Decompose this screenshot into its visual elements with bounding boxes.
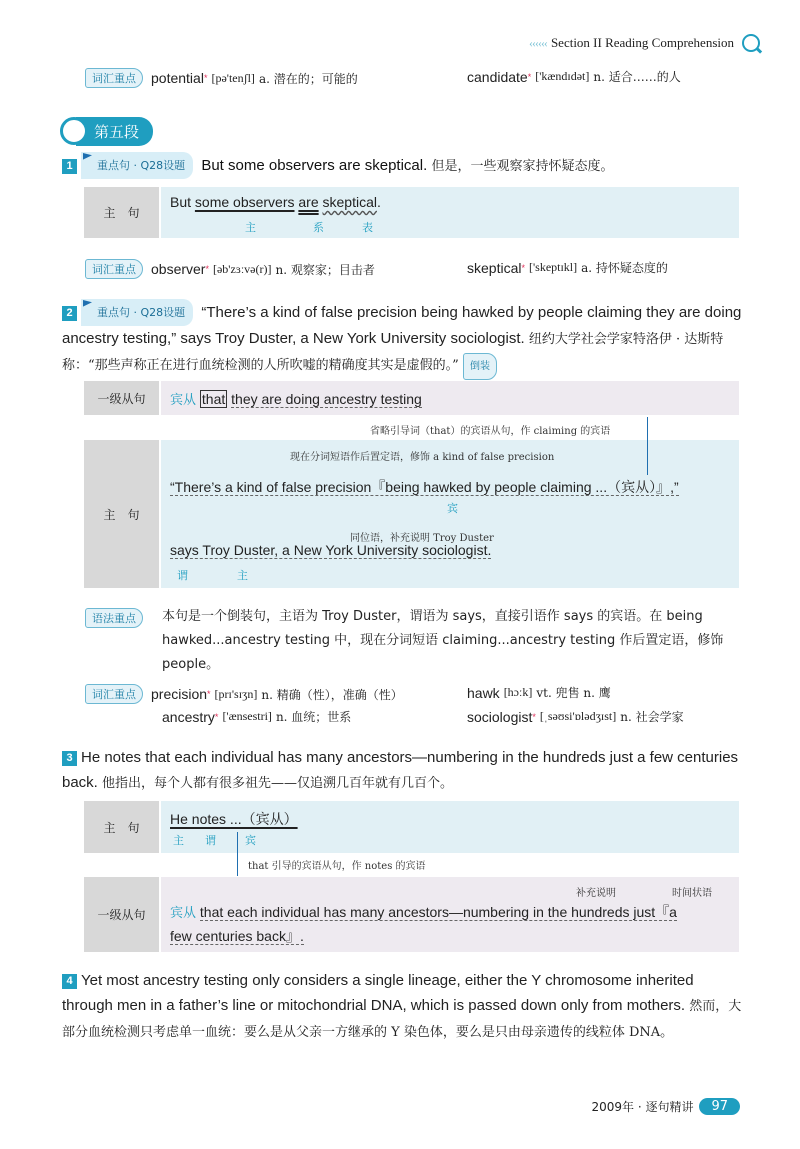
vocab-tag: 词汇重点 — [85, 68, 143, 88]
box-label-main-2: 主 句 — [84, 440, 159, 588]
sentence-zh: 纽约大学社会学家特洛伊 · 达斯特称：“那些声称正在进行血统检测的人所吹嘘的精确度其实是虚假的。” — [62, 332, 724, 373]
vocab-phonetic: [əb'zɜːvə(r)] — [212, 261, 272, 276]
sentence-en: Yet most ancestry testing only considers a single lineage, either the Y chromosome inherited through men in a father’s line or mitochondrial DNA, which is passed down only from mothers. — [62, 972, 694, 1014]
header-arrows: ‹‹‹‹‹‹ — [528, 35, 547, 50]
vocab-definition: a. 持怀疑态度的 — [581, 261, 668, 275]
box1-subject: some observers — [194, 194, 295, 210]
sentence-en: But some observers are skeptical. — [201, 157, 428, 174]
arrow-line — [237, 832, 238, 876]
sentence-number: 2 — [62, 306, 77, 321]
box-label-main-3: 主 句 — [84, 801, 159, 853]
s3-sub-text-1: that each individual has many ancestors—numbering in the hundreds just『a — [199, 904, 677, 920]
star-icon: * — [207, 689, 211, 699]
sentence-number: 3 — [62, 751, 77, 766]
vocab-tag: 词汇重点 — [85, 259, 143, 279]
vocab-phonetic: [hɔːk] — [503, 685, 533, 699]
s3-sub-line-2 — [170, 924, 304, 948]
grammar-text: 本句是一个倒装句，主语为 Troy Duster，谓语为 says，直接引语作 says 的宾语。在 being hawked...ancestry testing 中，现在分词短语 claiming...ancestry testing 作后置定语，修饰 people。 — [162, 609, 724, 672]
note-omit: 省略引导词（that）的宾语从句，作 claiming 的宾语 — [370, 426, 611, 437]
sentence-en: “There’s a kind of false precision being hawked by people claiming they are doing ancestry testing,” says Troy Duster, a New York University sociologist. — [62, 304, 742, 347]
vocab-word: skeptical — [467, 259, 522, 276]
sentence-en: He notes that each individual has many ancestors—numbering in the hundreds just a few centuries back. — [62, 749, 739, 791]
vocab-phonetic: [pə'tenʃl] — [211, 70, 255, 85]
box-label-sub: 一级从句 — [84, 381, 159, 415]
sentence-number: 1 — [62, 159, 77, 174]
key-sentence-tag — [81, 152, 193, 179]
role-object: 宾 — [447, 502, 458, 515]
vocab-word: potential — [151, 70, 204, 86]
s2-vocab-row — [85, 684, 403, 704]
vocab-tag: 词汇重点 — [85, 684, 143, 704]
s2-vocab-row-4 — [467, 708, 684, 725]
star-icon: * — [203, 73, 208, 83]
role-subject-2: 主 — [237, 569, 248, 582]
note-that: that 引导的宾语从句，作 notes 的宾语 — [248, 861, 426, 872]
inversion-tag: 倒装 — [463, 353, 497, 380]
sentence-zh: 但是，一些观察家持怀疑态度。 — [431, 159, 614, 174]
vocab-definition: n. 观察家；目击者 — [275, 262, 375, 277]
note-appositive: 同位语，补充说明 Troy Duster — [350, 533, 494, 544]
note-supplement: 补充说明 — [576, 888, 616, 899]
s3-sub-line — [170, 900, 735, 926]
vocab-phonetic: ['ænsestri] — [222, 709, 272, 723]
key-sentence-tag — [81, 299, 193, 326]
vocab-phonetic: ['skeptɪkl] — [528, 260, 578, 274]
grammar-tag: 语法重点 — [85, 608, 143, 628]
omitted-that: that — [201, 391, 226, 407]
s1-vocab-row-2 — [467, 259, 668, 276]
role-link: 系 — [313, 221, 324, 234]
box-label-main: 主 句 — [84, 187, 159, 238]
vocab-definition: n. 适合……的人 — [593, 70, 681, 84]
main-quote: “There’s a kind of false precision『being hawked by people claiming ...（宾从）』,” — [170, 479, 679, 495]
star-icon: * — [527, 71, 532, 82]
page-footer — [591, 1098, 740, 1115]
vocab-word: hawk — [467, 684, 500, 701]
star-icon: * — [214, 711, 219, 722]
s3-main-line — [170, 809, 298, 829]
vocab-definition: n. 社会学家 — [620, 710, 684, 724]
role-predicate: 谓 — [177, 569, 188, 582]
header-title: Section II Reading Comprehension — [550, 35, 734, 50]
vocab-phonetic: ['kændɪdət] — [535, 69, 590, 83]
magnifier-icon — [742, 34, 760, 52]
s3-sub-text-2: few centuries back』. — [170, 928, 304, 944]
role-subject-3: 主 — [173, 834, 184, 847]
role-object-3: 宾 — [245, 834, 256, 847]
vocab-word: observer — [151, 261, 206, 277]
s2-vocab-row-2 — [467, 684, 611, 701]
s3-main-text: He notes ...（宾从） — [170, 811, 298, 827]
sub-text: they are doing ancestry testing — [231, 391, 422, 407]
s3-sub-prefix: 宾从 — [170, 906, 197, 921]
main-line-2 — [170, 542, 491, 558]
sentence-4 — [62, 968, 742, 1045]
vocab-definition: a. 潜在的；可能的 — [258, 71, 358, 86]
role-predicative: 表 — [362, 221, 373, 234]
box1-but: But — [170, 194, 195, 210]
role-subject: 主 — [245, 221, 256, 234]
vocab-word: precision — [151, 686, 208, 702]
sentence-zh: 他指出，每个人都有很多祖先——仅追溯几百年就有几百个。 — [102, 776, 454, 791]
box1-verb: are — [298, 194, 319, 210]
box1-sentence: But some observers are skeptical. — [170, 194, 381, 210]
main-says: says Troy Duster, a New York University sociologist. — [170, 542, 492, 558]
sentence-zh: 然而，大部分血统检测只考虑单一血统：要么是从父亲一方继承的 Y 染色体，要么是只由母亲遗传的线粒体 DNA。 — [62, 999, 742, 1040]
star-icon: * — [532, 711, 536, 722]
sentence-number: 4 — [62, 974, 77, 989]
magnifier-icon — [60, 117, 88, 145]
vocab-word: sociologist — [467, 708, 533, 725]
sentence-2 — [62, 299, 742, 380]
vocab-phonetic: [ˌsəʊsi'ɒlədʒɪst] — [539, 709, 617, 723]
flag-icon — [83, 300, 92, 311]
sentence-3 — [62, 745, 752, 796]
vocab-definition: n. 血统；世系 — [275, 710, 352, 724]
page-number: 97 — [699, 1098, 740, 1115]
s1-vocab-row — [85, 259, 375, 279]
vocab-word: ancestry — [162, 708, 215, 725]
section-title — [60, 117, 153, 145]
sub-prefix: 宾从 — [170, 393, 197, 408]
sentence-1 — [62, 152, 762, 179]
box-label-sub-3: 一级从句 — [84, 877, 159, 952]
role-predicate-3: 谓 — [205, 834, 216, 847]
key-sentence-tag-text: 重点句 · Q28设题 — [97, 306, 186, 319]
note-attr: 现在分词短语作后置定语，修饰 a kind of false precision — [290, 452, 555, 463]
vocab-phonetic: [prɪ'sɪʒn] — [214, 686, 258, 701]
box1-predicative: skeptical — [322, 194, 377, 210]
vocab-definition: vt. 兜售 n. 鹰 — [536, 686, 611, 700]
vocab-definition: n. 精确（性），准确（性） — [261, 687, 403, 702]
section-label: 第五段 — [76, 117, 153, 146]
top-vocab-row-2 — [467, 68, 681, 85]
footer-label: 2009年 · 逐句精讲 — [591, 1100, 694, 1114]
top-vocab-row — [85, 68, 358, 88]
flag-icon — [83, 153, 92, 164]
vocab-word: candidate — [467, 68, 528, 85]
star-icon: * — [205, 264, 209, 274]
star-icon: * — [521, 262, 525, 273]
s2-vocab-row-3 — [162, 708, 351, 725]
key-sentence-tag-text: 重点句 · Q28设题 — [97, 159, 186, 172]
running-header — [529, 34, 760, 52]
main-line-1 — [170, 477, 735, 497]
sub-clause-line — [170, 389, 422, 408]
note-time: 时间状语 — [672, 888, 712, 899]
arrow-line — [647, 417, 648, 475]
